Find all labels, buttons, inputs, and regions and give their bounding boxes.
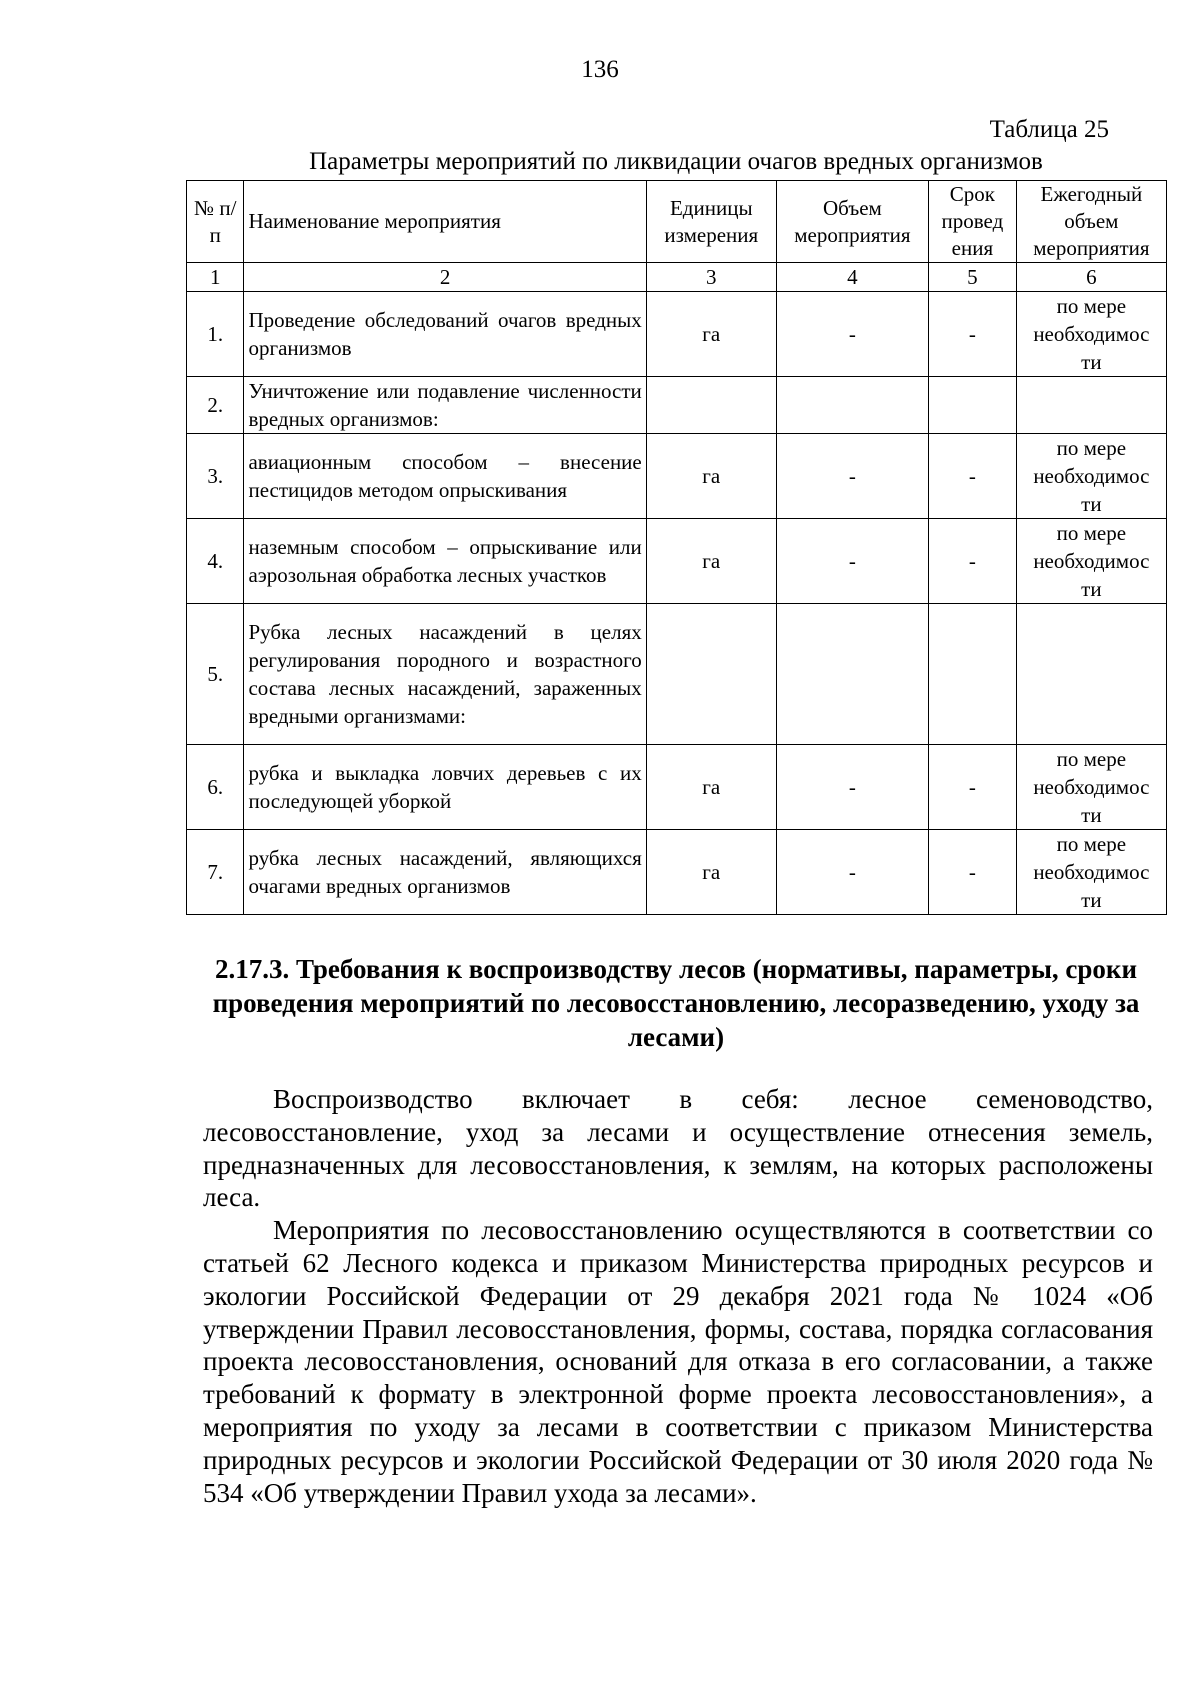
row-unit: [646, 377, 776, 434]
column-number: 5: [929, 263, 1017, 292]
row-unit: га: [646, 745, 776, 830]
row-term: [929, 604, 1017, 745]
table-row: [187, 292, 1167, 377]
row-annual: по мере необходимос ти: [1016, 292, 1166, 377]
row-volume: -: [776, 292, 928, 377]
row-unit: га: [646, 434, 776, 519]
row-unit: [646, 604, 776, 745]
table-caption: Параметры мероприятий по ликвидации очагов вредных организмов: [309, 148, 1043, 175]
row-annual: по мере необходимос ти: [1016, 519, 1166, 604]
header-term: Срок провед ения: [929, 181, 1017, 263]
row-term: -: [929, 292, 1017, 377]
column-number: 2: [244, 263, 646, 292]
table-row: [187, 434, 1167, 519]
row-unit: га: [646, 292, 776, 377]
header-name: Наименование мероприятия: [244, 181, 646, 263]
column-number-row: [187, 263, 1167, 292]
row-annual: по мере необходимос ти: [1016, 434, 1166, 519]
row-unit: га: [646, 519, 776, 604]
row-term: -: [929, 519, 1017, 604]
paragraph: Мероприятия по лесовосстановлению осуществляются в соответствии со статьей 62 Лесного кодекса и приказом Министерства природных ресурсов и экологии Российской Федерации от 29 декабря 2021 года № 1024 «Об утверждении Правил лесовосстановления, формы, состава, порядка согласования проекта лесовосстановления, оснований для отказа в его согласовании, а также требований к формату в электронной форме проекта лесовосстановления», а мероприятия по уходу за лесами в соответствии с приказом Министерства природных ресурсов и экологии Российской Федерации от 30 июля 2020 года № 534 «Об утверждении Правил ухода за лесами».: [203, 1215, 1153, 1508]
row-name: рубка лесных насаждений, являющихся очагами вредных организмов: [244, 830, 646, 915]
header-unit: Единицы измерения: [646, 181, 776, 263]
row-num: 7.: [187, 830, 244, 915]
row-volume: -: [776, 830, 928, 915]
row-name: Рубка лесных насаждений в целях регулирования породного и возрастного состава лесных насаждений, зараженных вредными организмами:: [244, 604, 646, 745]
row-name: наземным способом – опрыскивание или аэрозольная обработка лесных участков: [244, 519, 646, 604]
row-num: 1.: [187, 292, 244, 377]
table-row: [187, 830, 1167, 915]
table-row: [187, 604, 1167, 745]
row-volume: -: [776, 519, 928, 604]
header-volume: Объем мероприятия: [776, 181, 928, 263]
table-row: [187, 745, 1167, 830]
column-number: 3: [646, 263, 776, 292]
row-volume: -: [776, 745, 928, 830]
row-volume: -: [776, 434, 928, 519]
row-term: [929, 377, 1017, 434]
table-header-row: [187, 181, 1167, 263]
row-term: -: [929, 434, 1017, 519]
row-term: -: [929, 830, 1017, 915]
column-number: 4: [776, 263, 928, 292]
column-number: 6: [1016, 263, 1166, 292]
section-heading: 2.17.3. Требования к воспроизводству лесов (нормативы, параметры, сроки проведения мероприятий по лесовосстановлению, лесоразведению, уходу за лесами): [212, 954, 1140, 1052]
row-volume: [776, 604, 928, 745]
header-num: № п/п: [187, 181, 244, 263]
measures-table: [186, 180, 1167, 915]
row-annual: [1016, 604, 1166, 745]
row-num: 5.: [187, 604, 244, 745]
row-name: авиационным способом – внесение пестицидов методом опрыскивания: [244, 434, 646, 519]
row-name: Уничтожение или подавление численности вредных организмов:: [244, 377, 646, 434]
row-annual: [1016, 377, 1166, 434]
table-row: [187, 377, 1167, 434]
row-volume: [776, 377, 928, 434]
table-label: Таблица 25: [989, 116, 1109, 143]
row-annual: по мере необходимос ти: [1016, 745, 1166, 830]
row-unit: га: [646, 830, 776, 915]
row-annual: по мере необходимос ти: [1016, 830, 1166, 915]
row-num: 3.: [187, 434, 244, 519]
column-number: 1: [187, 263, 244, 292]
paragraph: Воспроизводство включает в себя: лесное семеноводство, лесовосстановление, уход за лесами и осуществление отнесения земель, предназначенных для лесовосстановления, к землям, на которых расположены леса.: [203, 1084, 1153, 1213]
row-name: рубка и выкладка ловчих деревьев с их последующей уборкой: [244, 745, 646, 830]
row-num: 2.: [187, 377, 244, 434]
page-number: 136: [581, 56, 619, 83]
row-name: Проведение обследований очагов вредных организмов: [244, 292, 646, 377]
header-annual: Ежегодный объем мероприятия: [1016, 181, 1166, 263]
body-text: [203, 1083, 1153, 1509]
table-row: [187, 519, 1167, 604]
row-num: 4.: [187, 519, 244, 604]
row-term: -: [929, 745, 1017, 830]
row-num: 6.: [187, 745, 244, 830]
